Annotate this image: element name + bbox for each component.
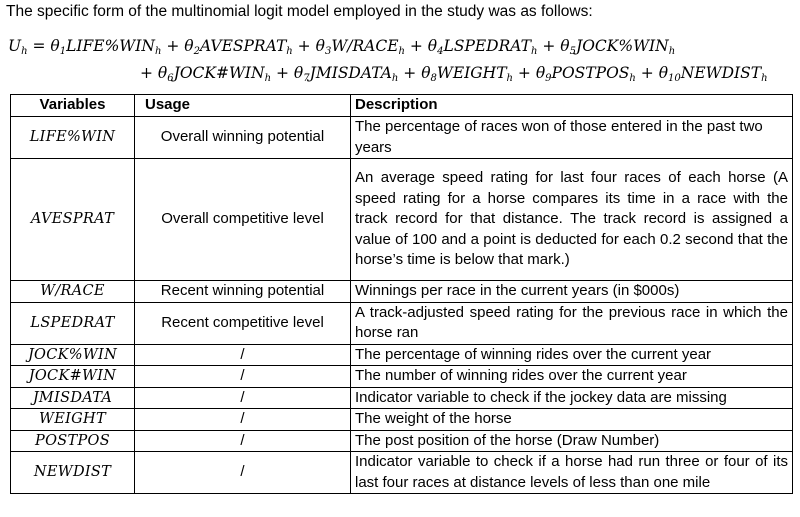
usage-cell: Overall competitive level [135,159,351,281]
table-row [11,281,793,303]
equation-line-2: + $\theta_6JOCK\#WIN_h$ + $\theta_7JMISDATA_h$ + $\theta_8WEIGHT_h$ + $\theta_9POSTPOS_h$ + $\theta_{10}NEWDIST_h$ [140,64,768,84]
subscript: h [286,46,293,57]
variables-table [10,94,793,494]
usage-cell: / [135,366,351,388]
table-row [11,366,793,388]
subscript: 7 [303,73,310,84]
subscript: 9 [545,73,552,84]
variable-cell: WEIGHT [11,409,135,431]
header-variables: Variables [11,95,135,117]
subscript: h [154,46,162,57]
variable-cell: JMISDATA [11,387,135,409]
subscript: h [530,46,538,57]
description-cell: An average speed rating for last four races of each horse (A speed rating for a horse compares its time in a race with the track record for that distance. The track record is assigned a value of 100 and a point is deducted for each 0.2 second that the horse’s time is below that mark.) [351,159,793,281]
description-cell: The post position of the horse (Draw Number) [351,430,793,452]
subscript: h [668,46,676,57]
description-cell: Winnings per race in the current years (in $000s) [351,281,793,303]
table-row [11,159,793,281]
intro-text: The specific form of the multinomial logit model employed in the study was as follows: [6,3,593,20]
variable-cell: LSPEDRAT [11,302,135,344]
description-cell: Indicator variable to check if a horse had run three or four of its last four races at distance levels of less than one mile [351,452,793,494]
equation-line-1: $U_h$ = $\theta_1LIFE\%WIN_h$ + $\theta_2AVESPRAT_h$ + $\theta_3W/RACE_h$ + $\theta_4LSPEDRAT_h$ + $\theta_5JOCK\%WIN_h$ [8,37,676,57]
variable-cell: NEWDIST [11,452,135,494]
description-cell: The percentage of winning rides over the current year [351,344,793,366]
subscript: h [21,46,28,57]
subscript: 3 [324,46,332,57]
variable-cell: AVESPRAT [11,159,135,281]
usage-cell: Recent winning potential [135,281,351,303]
description-cell: The percentage of races won of those entered in the past two years [351,117,793,159]
usage-cell: / [135,430,351,452]
subscript: 1 [59,46,67,57]
subscript: 10 [668,73,681,84]
description-cell: A track-adjusted speed rating for the previous race in which the horse ran [351,302,793,344]
usage-cell: / [135,409,351,431]
table-row [11,430,793,452]
subscript: h [761,73,768,84]
variable-cell: POSTPOS [11,430,135,452]
usage-cell: / [135,452,351,494]
table-row [11,409,793,431]
table-row [11,387,793,409]
table-row [11,452,793,494]
table-row [11,344,793,366]
table-header-row [11,95,793,117]
variable-cell: W/RACE [11,281,135,303]
subscript: h [398,46,405,57]
subscript: h [629,73,636,84]
table-row [11,117,793,159]
description-cell: The weight of the horse [351,409,793,431]
usage-cell: / [135,344,351,366]
usage-cell: / [135,387,351,409]
subscript: 8 [430,73,437,84]
variable-cell: JOCK%WIN [11,344,135,366]
table-body [11,117,793,494]
subscript: 5 [569,46,576,57]
subscript: 2 [193,46,200,57]
subscript: h [264,73,272,84]
usage-cell: Overall winning potential [135,117,351,159]
usage-cell: Recent competitive level [135,302,351,344]
subscript: 6 [167,73,174,84]
subscript: h [391,73,399,84]
description-cell: The number of winning rides over the current year [351,366,793,388]
table-row [11,302,793,344]
header-usage: Usage [135,95,351,117]
variable-cell: LIFE%WIN [11,117,135,159]
description-cell: Indicator variable to check if the jockey data are missing [351,387,793,409]
variable-cell: JOCK#WIN [11,366,135,388]
subscript: h [506,73,513,84]
subscript: 4 [437,46,444,57]
header-description: Description [351,95,793,117]
